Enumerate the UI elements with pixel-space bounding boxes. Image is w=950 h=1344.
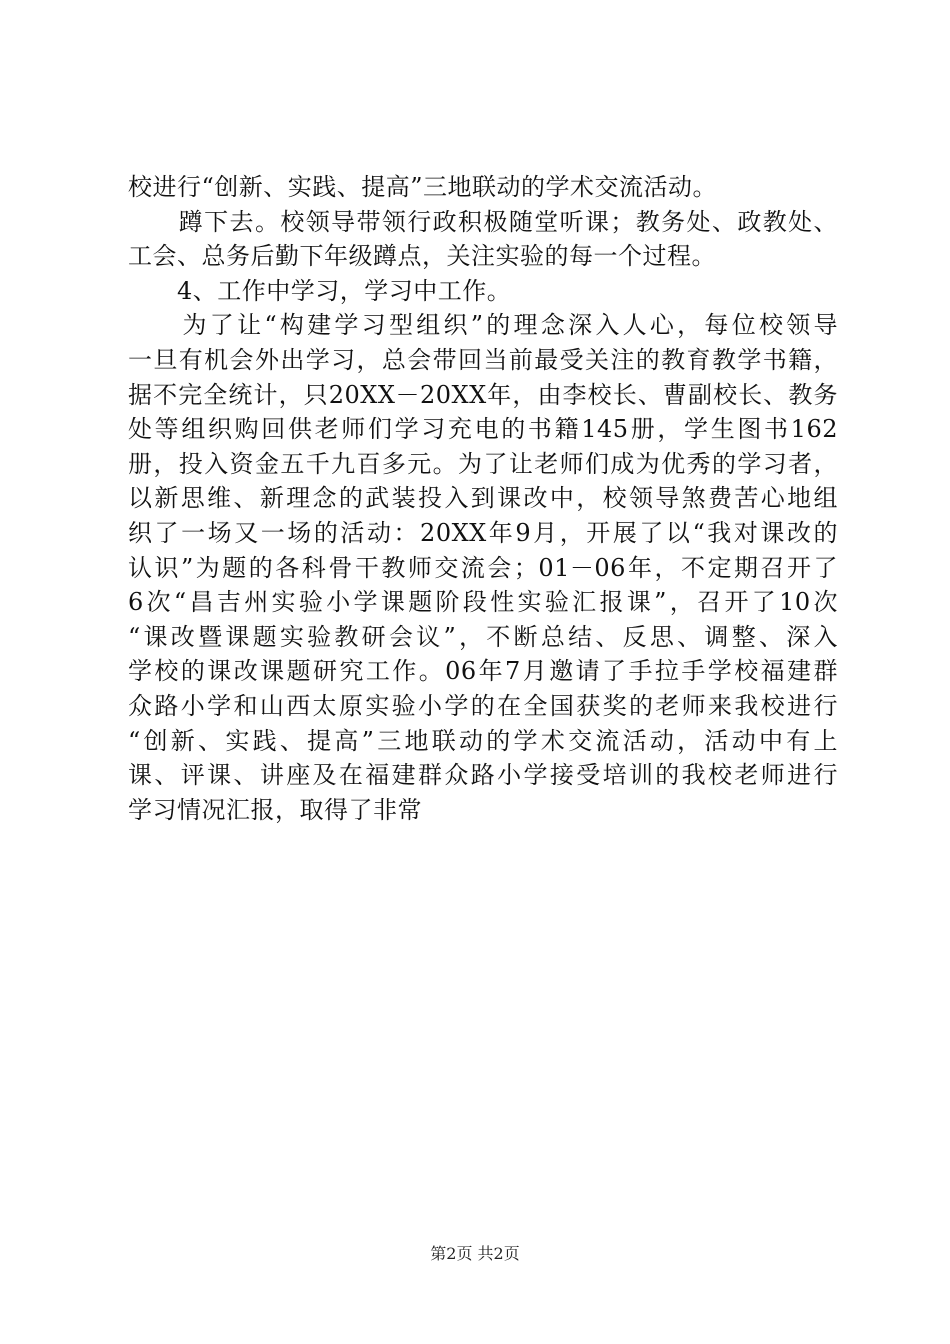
text-line: 册，投入资金五千九百多元。为了让老师们成为优秀的学习者， — [128, 449, 838, 478]
text-line: 学习情况汇报，取得了非常 — [128, 795, 422, 824]
text-line: 织了一场又一场的活动：20XX年9月，开展了以“我对课改的 — [128, 518, 838, 547]
text-line: 蹲下去。校领导带领行政积极随堂听课；教务处、政教处、 — [128, 207, 838, 236]
text-line: 认识”为题的各科骨干教师交流会；01－06年，不定期召开了 — [128, 553, 838, 582]
text-line: 为了让“构建学习型组织”的理念深入人心，每位校领导 — [128, 311, 838, 340]
text-line: 4、工作中学习，学习中工作。 — [128, 276, 512, 305]
text-line: “课改暨课题实验教研会议”，不断总结、反思、调整、深入 — [128, 622, 838, 651]
text-line: 工会、总务后勤下年级蹲点，关注实验的每一个过程。 — [128, 242, 716, 271]
text-line: 一旦有机会外出学习，总会带回当前最受关注的教育教学书籍， — [128, 345, 838, 374]
text-line: 处等组织购回供老师们学习充电的书籍145册，学生图书162 — [128, 415, 838, 444]
body-text — [128, 170, 838, 827]
text-line: 以新思维、新理念的武装投入到课改中，校领导煞费苦心地组 — [128, 484, 838, 513]
text-line: 6次“昌吉州实验小学课题阶段性实验汇报课”，召开了10次 — [128, 588, 838, 617]
text-line: 课、评课、讲座及在福建群众路小学接受培训的我校老师进行 — [128, 761, 838, 790]
text-line: 校进行“创新、实践、提高”三地联动的学术交流活动。 — [128, 173, 718, 201]
text-line: “创新、实践、提高”三地联动的学术交流活动，活动中有上 — [128, 726, 838, 755]
text-line: 众路小学和山西太原实验小学的在全国获奖的老师来我校进行 — [128, 691, 838, 720]
text-line: 据不完全统计，只20XX－20XX年，由李校长、曹副校长、教务 — [128, 380, 838, 409]
text-line: 学校的课改课题研究工作。06年7月邀请了手拉手学校福建群 — [128, 657, 838, 686]
page-footer: 第2页 共2页 — [430, 1244, 520, 1263]
